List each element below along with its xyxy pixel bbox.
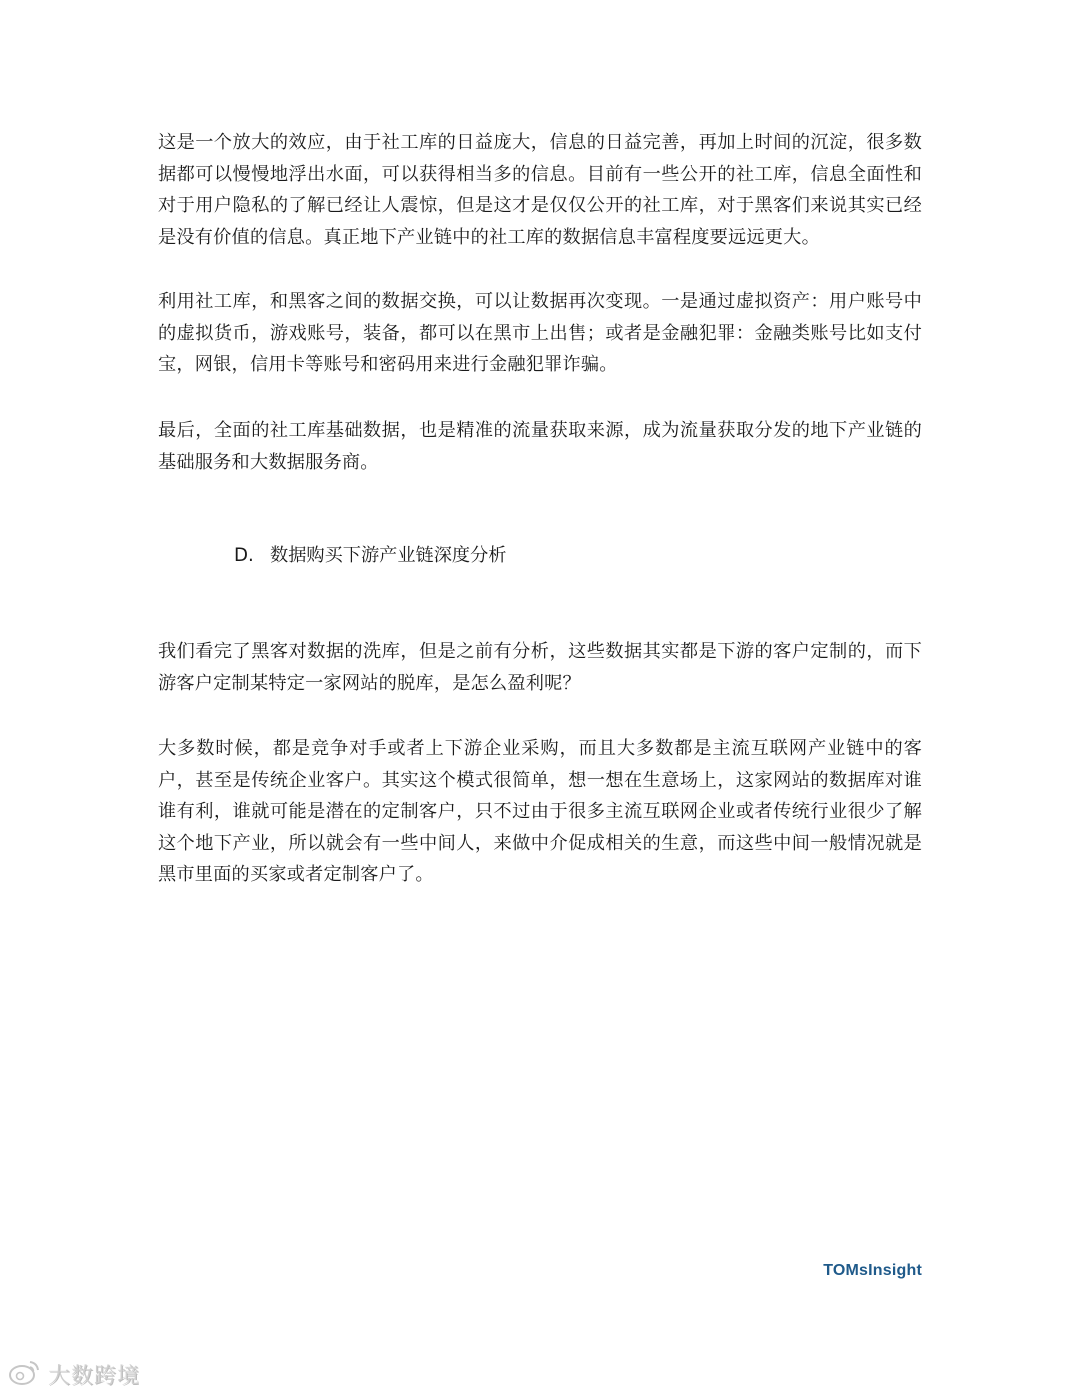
section-title: 数据购买下游产业链深度分析 <box>270 545 507 566</box>
section-number: D. <box>234 545 254 566</box>
paragraph-5: 大多数时候，都是竞争对手或者上下游企业采购，而且大多数都是主流互联网产业链中的客户，甚至是传统企业客户。其实这个模式很简单，想一想在生意场上，这家网站的数据库对谁谁有利，谁就可能是潜在的定制客户，只不过由于很多主流互联网企业或者传统行业很少了解这个地下产业，所以就会有一些中间人，来做中介促成相关的生意，而这些中间一般情况就是黑市里面的买家或者定制客户了。 <box>158 738 922 885</box>
weibo-icon <box>8 1358 42 1390</box>
watermark-text: 大数跨境 <box>48 1363 141 1389</box>
watermark <box>8 1358 140 1390</box>
paragraph-1: 这是一个放大的效应，由于社工库的日益庞大，信息的日益完善，再加上时间的沉淀，很多数据都可以慢慢地浮出水面，可以获得相当多的信息。目前有一些公开的社工库，信息全面性和对于用户隐私的了解已经让人震惊，但是这才是仅仅公开的社工库，对于黑客们来说其实已经是没有价值的信息。真正地下产业链中的社工库的数据信息丰富程度要远远更大。 <box>158 132 922 248</box>
paragraph-4: 我们看完了黑客对数据的洗库，但是之前有分析，这些数据其实都是下游的客户定制的，而下游客户定制某特定一家网站的脱库，是怎么盈利呢？ <box>158 641 922 694</box>
section-heading <box>234 540 506 572</box>
paragraph-3: 最后，全面的社工库基础数据，也是精准的流量获取来源，成为流量获取分发的地下产业链的基础服务和大数据服务商。 <box>158 420 922 473</box>
brand-logo: TOMsInsight <box>823 1262 922 1279</box>
paragraph-2: 利用社工库，和黑客之间的数据交换，可以让数据再次变现。一是通过虚拟资产：用户账号中的虚拟货币，游戏账号，装备，都可以在黑市上出售；或者是金融犯罪：金融类账号比如支付宝，网银，信用卡等账号和密码用来进行金融犯罪诈骗。 <box>158 291 922 375</box>
